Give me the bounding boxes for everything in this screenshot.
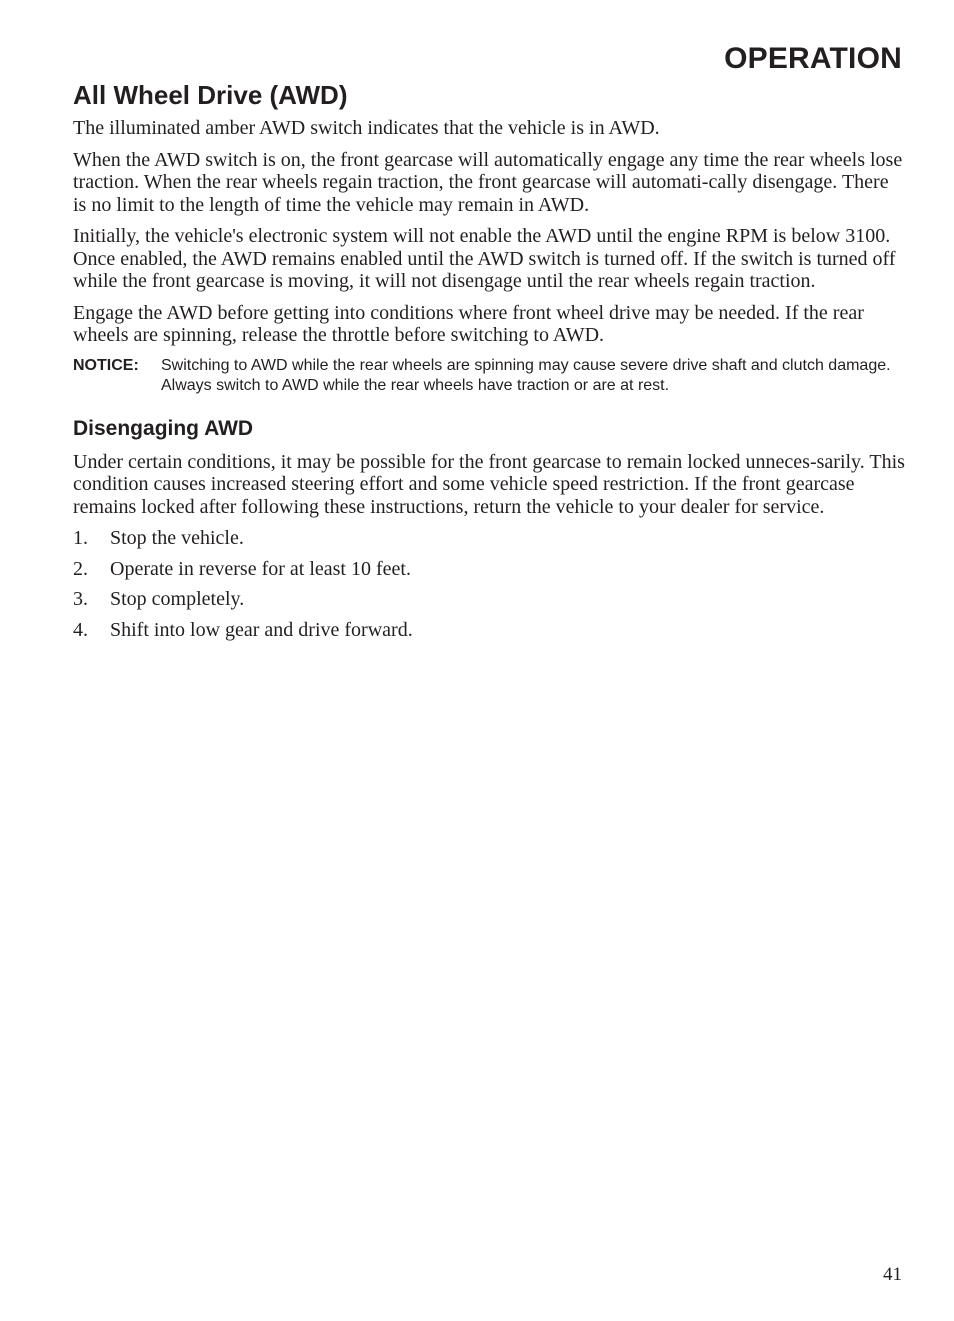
step-number: 2. [73,557,88,580]
step-text: Stop completely. [110,588,245,610]
page-content [73,117,905,649]
subsection-title: Disengaging AWD [73,416,254,440]
step-text: Operate in reverse for at least 10 feet. [110,557,411,580]
steps-list [73,527,905,641]
list-item [73,619,905,642]
page-number: 41 [883,1264,902,1285]
paragraph-awd-engage-before: Engage the AWD before getting into conditions where front wheel drive may be needed. If the rear wheels are spinning, release the throttle before switching to AWD. [73,301,864,346]
notice-label: NOTICE: [73,356,139,374]
notice-block [73,356,905,396]
step-text: Shift into low gear and drive forward. [110,618,413,641]
paragraph-awd-indicator: The illuminated amber AWD switch indicates that the vehicle is in AWD. [73,117,660,139]
chapter-title: OPERATION [724,42,902,75]
paragraph-awd-rpm: Initially, the vehicle's electronic system will not enable the AWD until the engine RPM is below 3100. Once enabled, the AWD remains enabled until the AWD switch is turned off. If the switch is turned off while the front gearcase is moving, it will not disengage until the rear wheels regain traction. [73,225,896,292]
notice-text: Switching to AWD while the rear wheels are spinning may cause severe drive shaft and clutch damage. Always switch to AWD while the rear wheels have traction or are at rest. [161,356,891,394]
step-number: 1. [73,527,88,549]
list-item [73,558,905,581]
section-title: All Wheel Drive (AWD) [73,80,348,110]
step-number: 3. [73,588,88,610]
paragraph-disengaging: Under certain conditions, it may be possible for the front gearcase to remain locked unneces-sarily. This condition causes increased steering effort and some vehicle speed restriction. If the front gearcase remains locked after following these instructions, return the vehicle to your dealer for service. [73,450,905,518]
step-number: 4. [73,618,88,641]
list-item [73,527,905,550]
list-item [73,588,905,611]
paragraph-awd-engagement: When the AWD switch is on, the front gearcase will automatically engage any time the rear wheels lose traction. When the rear wheels regain traction, the front gearcase will automati-cally disengage. There is no limit to the length of time the vehicle may remain in AWD. [73,148,903,216]
step-text: Stop the vehicle. [110,527,244,549]
